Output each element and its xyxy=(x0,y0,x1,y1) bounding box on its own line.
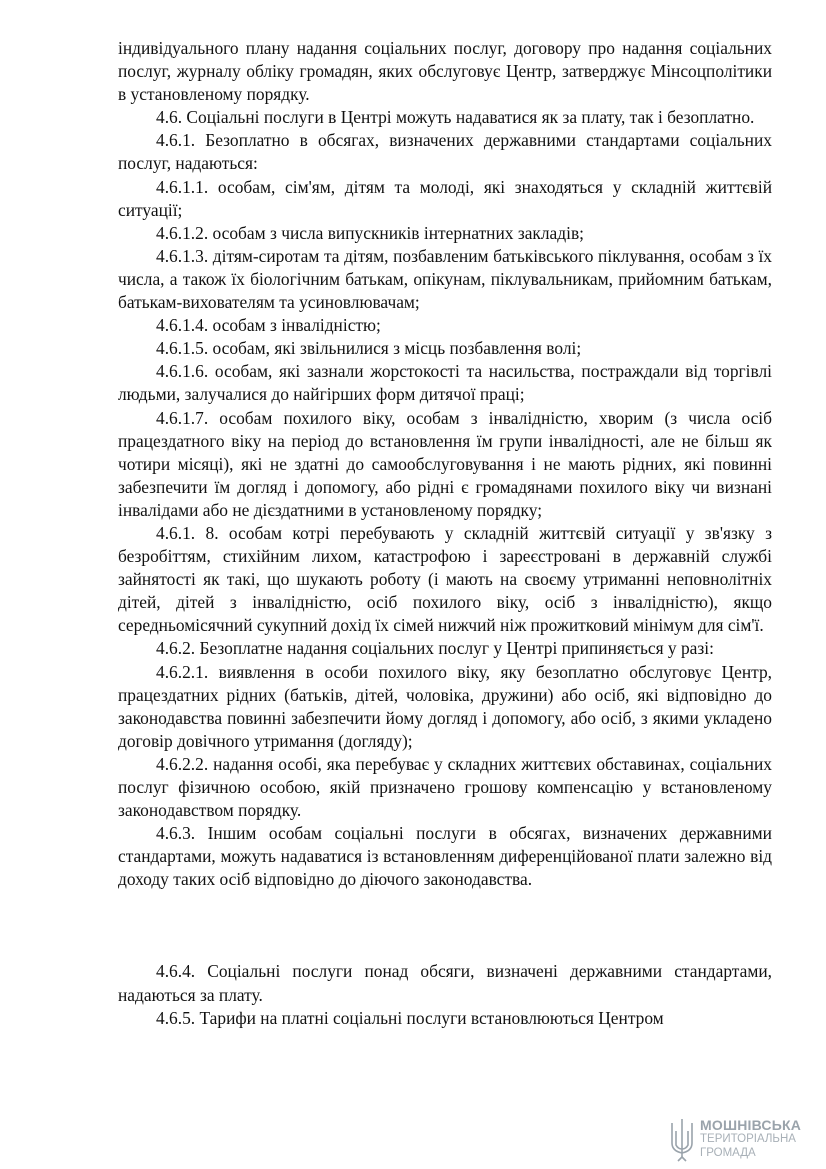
page-gap xyxy=(118,891,772,960)
paragraph: 4.6.2.1. виявлення в особи похилого віку, яку безоплатно обслуговує Центр, працездатних рідних (батьків, дітей, чоловіка, дружини) або осіб, які відповідно до законодавства повинні забезпечити йому догляд і допомогу, або осіб, з якими укладено договір довічного утримання (догляду); xyxy=(118,661,772,751)
community-watermark xyxy=(668,1117,818,1163)
watermark-line-2: ТЕРИТОРІАЛЬНА xyxy=(700,1133,796,1145)
paragraph: 4.6. Соціальні послуги в Центрі можуть надаватися як за плату, так і безоплатно. xyxy=(156,107,755,128)
paragraph: 4.6.1.4. особам з інвалідністю; xyxy=(156,315,381,336)
watermark-line-3: ГРОМАДА xyxy=(700,1147,756,1159)
paragraph: 4.6.1.3. дітям-сиротам та дітям, позбавленим батьківського піклування, особам з їх числа, а також їх біологічним батькам, опікунам, піклувальникам, прийомним батькам, батькам-вихователям та усиновлювачам; xyxy=(118,245,772,313)
paragraph: 4.6.3. Іншим особам соціальні послуги в обсягах, визначених державними стандартами, можуть надаватися із встановленням диференційованої плати залежно від доходу таких осіб відповідно до діючого законодавства. xyxy=(118,823,772,890)
paragraph: 4.6.2.2. надання особі, яка перебуває у складних життєвих обставинах, соціальних послуг фізичною особою, якій призначено грошову компенсацію у встановленому законодавством порядку. xyxy=(118,753,772,821)
paragraph: 4.6.4. Соціальні послуги понад обсяги, визначені державними стандартами, надаються за плату. xyxy=(118,961,772,1005)
paragraph: 4.6.1.1. особам, сім'ям, дітям та молоді, які знаходяться у складній життєвій ситуації; xyxy=(118,176,772,220)
paragraph: 4.6.1. 8. особам котрі перебувають у складній життєвій ситуації у зв'язку з безробіттям, стихійним лихом, катастрофою і зареєстровані в державній службі зайнятості як такі, що шукають роботу (і мають на своєму утриманні неповнолітніх дітей, дітей з інвалідністю, осіб похилого віку, осіб з інвалідністю), якщо середньомісячний сукупний дохід їх сімей нижчий ніж прожитковий мінімум для сім'ї. xyxy=(118,522,772,636)
paragraph: 4.6.1. Безоплатно в обсягах, визначених державними стандартами соціальних послуг, надаються: xyxy=(118,130,772,174)
paragraph: 4.6.2. Безоплатне надання соціальних послуг у Центрі припиняється у разі: xyxy=(156,638,714,659)
paragraph: 4.6.1.6. особам, які зазнали жорстокості та насильства, постраждали від торгівлі людьми, залучалися до найгірших форм дитячої праці; xyxy=(118,361,772,405)
document-body xyxy=(118,37,772,1030)
paragraph: 4.6.1.7. особам похилого віку, особам з інвалідністю, хворим (з числа осіб працездатного віку на період до встановлення їм групи інвалідності, але не більш як чотири місяці), які не здатні до самообслуговування і не мають рідних, які повинні забезпечити їм догляд і допомогу, або рідні є громадянами похилого віку чи визнані інвалідами або не дієздатними в установленому порядку; xyxy=(118,407,772,520)
paragraph: 4.6.1.2. особам з числа випускників інтернатних закладів; xyxy=(156,222,584,243)
paragraph: індивідуального плану надання соціальних послуг, договору про надання соціальних послуг, журналу обліку громадян, яких обслуговує Центр, затверджує Мінсоцполітики в установленому порядку. xyxy=(118,38,772,105)
trident-icon xyxy=(668,1117,696,1163)
paragraph: 4.6.1.5. особам, які звільнилися з місць позбавлення волі; xyxy=(156,338,582,359)
watermark-line-1: МОШНІВСЬКА xyxy=(700,1117,802,1133)
paragraph: 4.6.5. Тарифи на платні соціальні послуги встановлюються Центром xyxy=(156,1007,664,1028)
